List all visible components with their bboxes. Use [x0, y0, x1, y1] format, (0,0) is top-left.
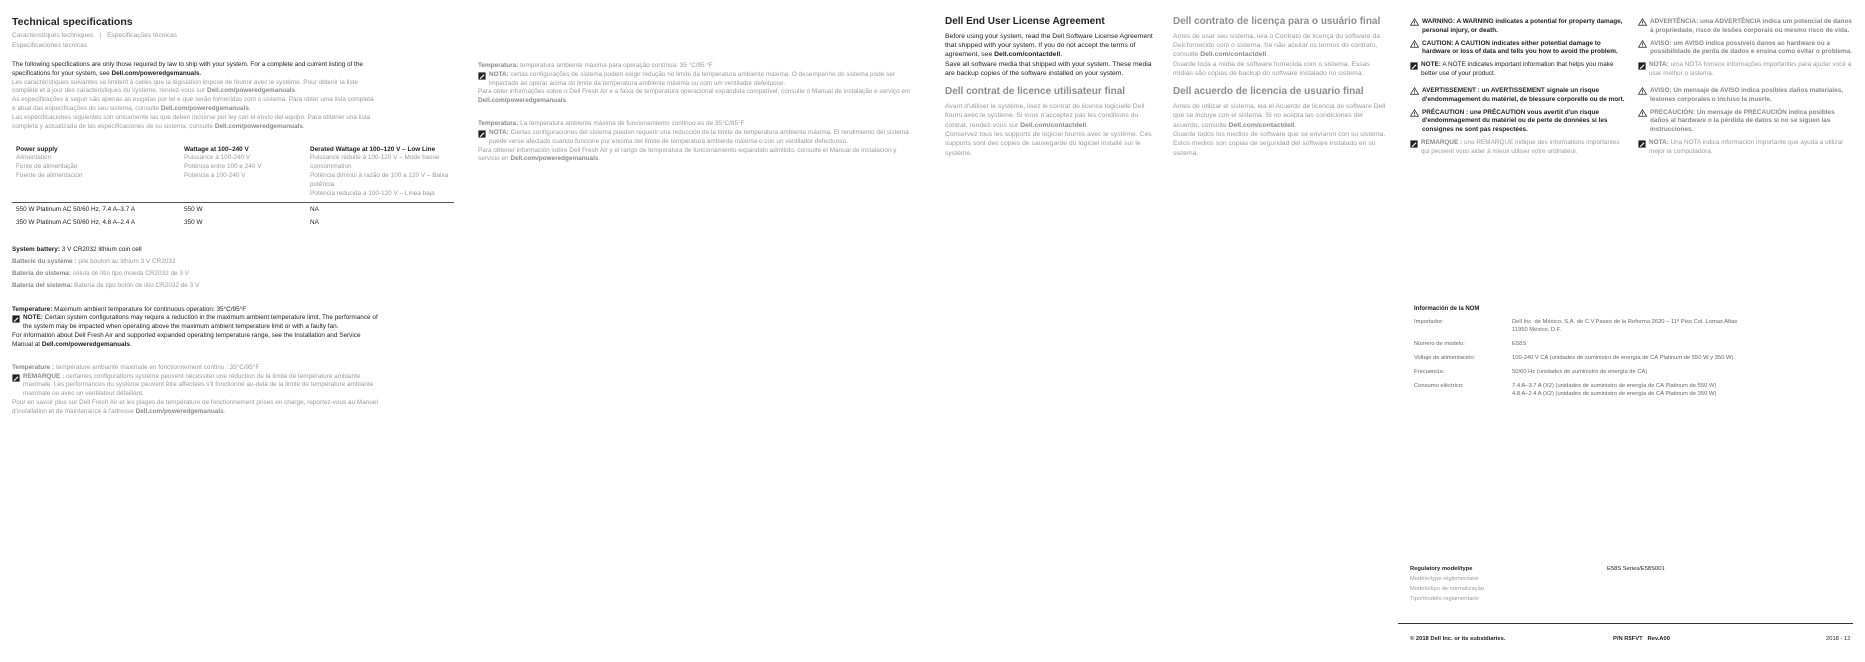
regulatory-label-fr: Modèle/type réglementaire	[1410, 575, 1479, 582]
power-supply-table	[12, 146, 454, 229]
table-cell: 50/60 Hz (unidades de suministro de energía de CA)	[1512, 369, 1648, 376]
link-poweredgemanuals[interactable]: Dell.com/poweredgemanuals	[510, 155, 599, 163]
table-row	[1414, 381, 1754, 403]
caution-en: CAUTION: A CAUTION indicates either potential damage to hardware or loss of data and tells you how to avoid the problem.	[1410, 40, 1625, 58]
page-title: Technical specifications	[12, 16, 133, 28]
link-poweredgemanuals[interactable]: Dell.com/poweredgemanuals	[207, 87, 296, 95]
aviso-es: AVISO: Un mensaje de AVISO indica posibles daños materiales, lesiones corporales o incluso la muerte.	[1638, 87, 1853, 105]
temperature-fr-block	[12, 364, 378, 417]
regulatory-value: E58S Series/E58S001	[1607, 566, 1665, 572]
warning-icon	[1410, 40, 1419, 48]
table-row	[1414, 353, 1754, 367]
table-cell: Consumo eléctrico:	[1414, 383, 1464, 390]
eula-title-es: Dell acuerdo de licencia de usuario final	[1173, 86, 1364, 98]
nom-title: Información de la NOM	[1414, 306, 1480, 312]
table-row	[1414, 367, 1754, 381]
advertencia-pt: ADVERTÊNCIA: uma ADVERTÊNCIA indica um potencial de danos à propriedade, risco de lesões corporais ou mesmo risco de vida.	[1638, 18, 1853, 36]
link-poweredgemanuals[interactable]: Dell.com/poweredgemanuals	[214, 122, 303, 130]
warning-icon	[1410, 87, 1419, 95]
title-translations	[12, 31, 378, 51]
column-technical-specifications	[12, 16, 449, 417]
nom-table	[1414, 317, 1754, 403]
nom-information	[1414, 305, 1754, 403]
note-icon	[1410, 140, 1418, 148]
note-pt: NOTA: certas configurações de sistema podem exigir redução no limite da temperatura ambiente máxima. O desempenho do sistema pode ser impactado ao operar acima do limite da temperatura ambiente máxima ou com um ventilador defeituoso.	[478, 71, 918, 89]
table-cell: 100-240 V CA (unidades de suministro de energía de CA Platinum de 550 W y 350 W)	[1512, 355, 1734, 362]
precaution-fr: PRÉCAUTION : une PRÉCAUTION vous avertit d'un risque d'endommagement du matériel ou de perte de données si les consignes ne sont pas respectées.	[1410, 109, 1625, 135]
warning-icon	[1410, 18, 1419, 26]
eula-p2-fr: Conservez tous les supports de logiciel fournis avec le système. Ces supports sont des copies de sauvegarde du logiciel installé sur le système.	[945, 131, 1152, 157]
part-number: P/N R5FVT Rev.A00	[1613, 636, 1670, 642]
battery-pt: Bateria do sistema: célula de lítio tipo moeda CR2032 de 3 V	[12, 269, 189, 277]
footer-rule	[1398, 623, 1853, 624]
note-icon	[12, 315, 20, 323]
table-cell: Importador:	[1414, 319, 1444, 326]
temperature-en: Temperature: Maximum ambient temperature for continuous operation: 35°C/95°F	[12, 305, 247, 313]
temperature-pt: Temperatura: temperatura ambiente máxima para operação contínua: 35 °C/95 °F	[478, 62, 713, 69]
column-eula-en-fr	[945, 16, 1161, 158]
nota-pt: NOTA: uma NOTA fornece informações importantes para ajudar você a usar melhor o sistema.	[1638, 61, 1853, 79]
temperature-es-block	[478, 120, 918, 164]
note-es: NOTA: Ciertas configuraciones del sistema pueden requerir una reducción de la límite de temperatura ambiente máxima. El rendimiento del sistema puede verse afectado cuando funcione por encima del límite de temperatura ambiente máxima o con un ventilador defectuoso.	[478, 129, 918, 147]
warning-icon	[1638, 87, 1647, 95]
note-fr: REMARQUE : certaines configurations système peuvent nécessiter une réduction de la limite de température ambiante maximale. Les performances du système peuvent être affectées s'il fonctionne au-delà de la limite de température ambiante maximale ou avec un ventilateur défaillant.	[12, 373, 378, 399]
eula-p2-es: Guarde todos los medios de software que se envíaron con su sistema. Estos medios son copias de seguridad del software instalado en su sistema.	[1173, 131, 1386, 157]
print-date: 2018 - 12	[1826, 636, 1851, 642]
eula-p2-pt: Guarde toda a mídia de software fornecida com o sistema. Essas mídias são cópias de backup do software instalado no sistema.	[1173, 60, 1370, 77]
note-icon	[478, 130, 486, 138]
link-poweredgemanuals[interactable]: Dell.com/poweredgemanuals	[135, 407, 224, 415]
battery-block	[12, 244, 378, 291]
table-cell: NA	[310, 219, 319, 227]
table-cell: Voltaje de alimentación:	[1414, 355, 1476, 362]
eula-p1-en: Before using your system, read the Dell Software License Agreement that shipped with your system. If you do not accept the terms of agreement, see Dell.com/contactdell.	[945, 32, 1153, 59]
eula-p1-es: Antes de utilizar el sistema, lea el Acuerdo de licencia de software Dell que se incluye con el sistema. Si no acepta las condiciones del acuerdo, consulte Dell.com/contactdell.	[1173, 102, 1386, 129]
link-poweredgemanuals[interactable]: Dell.com/poweredgemanuals	[111, 69, 200, 77]
battery-en: System battery: 3 V CR2032 lithium coin cell	[12, 246, 142, 254]
temperature-es: Temperatura: La temperatura ambiente máxima de funcionamiento continuo es de 35°C/95°F	[478, 120, 745, 128]
note-icon	[1638, 140, 1646, 148]
eula-title-fr: Dell contrat de licence utilisateur final	[945, 86, 1126, 98]
subtitle-es: Especificaciones técnicas	[12, 42, 88, 50]
link-poweredgemanuals[interactable]: Dell.com/poweredgemanuals	[160, 105, 249, 113]
table-row	[1414, 339, 1754, 353]
warning-icon	[1638, 109, 1647, 117]
eula-p2-en: Save all software media that shipped with your system. These media are backup copies of the software installed on your system.	[945, 60, 1152, 77]
intro-fr: Les caractéristiques suivantes se limitent à celles que la législation impose de fournir avec le système. Pour obtenir la liste complète et à jour des caractéristiques du système, rendez-vous sur Dell.com/poweredgemanuals.	[12, 78, 358, 95]
table-header-row	[12, 146, 454, 202]
temperature-pt-block	[478, 62, 918, 106]
note-en: NOTE: A NOTE indicates important information that helps you make better use of your product.	[1410, 61, 1625, 79]
aviso-pt: AVISO: um AVISO indica possíveis danos ao hardware ou a possibilidade de perda de dados e ensina como evitar o problema.	[1638, 40, 1853, 58]
column-notices-en-fr	[1410, 18, 1625, 157]
intro-pt: As especificações a seguir são apenas as exigidas por lei e que serão fornecidas com o sistema. Para obter uma lista completa e atual das especificações do seu sistema, consulte Dell.com/poweredgemanuals.	[12, 96, 374, 113]
eula-p1-pt: Antes de usar seu sistema, leia o Contrato de licença do software da Dell fornecido com o sistema. Se não aceitar os termos do contrato, consulte Dell.com/contactdell.	[1173, 32, 1381, 59]
column-temperature-pt-es	[478, 62, 918, 164]
nota-es: NOTA: Una NOTA indica información importante que ayuda a utilizar mejor la computadora.	[1638, 139, 1853, 157]
note-icon	[478, 72, 486, 80]
intro-es: Las especificaciones siguientes son únicamente las que deben incluirse por ley con el envío del equipo. Para obtener una lista completa y actualizada de las especificaciones de su sistema, consulte Dell.com/poweredgemanuals.	[12, 113, 371, 130]
table-cell: NA	[310, 205, 319, 213]
table-row	[12, 219, 454, 228]
temperature-en-block	[12, 306, 378, 350]
warning-icon	[1410, 109, 1419, 117]
regulatory-label-pt: Modelo/tipo de normalização	[1410, 585, 1485, 592]
note-icon	[1638, 62, 1646, 70]
fresh-air-pt: Para obter informações sobre o Dell Fresh Air e a faixa de temperatura operacional expandida compatível, consulte o Manual de instalação e serviço em Dell.com/poweredgemanuals.	[478, 88, 911, 105]
subtitle-pt: Especificações técnicas	[107, 32, 178, 40]
table-cell: 550 W	[184, 205, 203, 213]
battery-es: Batería del sistema: Batería de tipo botón de litio CR2032 de 3 V	[12, 281, 200, 289]
link-contactdell[interactable]: Dell.com/contactdell	[1020, 121, 1087, 129]
table-cell: 350 W	[184, 219, 203, 227]
table-row	[1414, 317, 1754, 339]
eula-p1-fr: Avant d'utiliser le système, lisez le contrat de licence logicielle Dell fourni avec le système. Si vous n'acceptez pas les conditions du contrat, rendez-vous sur Dell.com/contactdell.	[945, 102, 1145, 129]
note-en: NOTE: Certain system configurations may require a reduction in the maximum ambient temperature limit. The performance of the system may be impacted when operating above the maximum ambient temperature limit or with a faulty fan.	[12, 314, 378, 332]
column-header: Wattage at 100–240 V Puissance à 100-240 V Potência entre 100 e 240 V Potencia a 100-240 V	[184, 145, 262, 180]
note-icon	[1410, 62, 1418, 70]
warning-icon	[1638, 18, 1647, 26]
link-contactdell[interactable]: Dell.com/contactdell	[1228, 121, 1295, 129]
table-cell: 7.4 A–3.7 A (X2) (unidades de suministro de energía de CA Platinum de 550 W) 4.8 A–2.4 A (X2) (unidades de suministro de energía de CA Platinum de 350 W)	[1512, 383, 1717, 398]
eula-title-pt: Dell contrato de licença para o usuário final	[1173, 16, 1381, 27]
fresh-air-es: Para obtener información sobre Dell Fresh Air y el rango de temperatura de funcionamiento expandido admitido, consulte el Manual de instalación y servicio en Dell.com/poweredgemanuals.	[478, 146, 897, 163]
warning-en: WARNING: A WARNING indicates a potential for property damage, personal injury, or death.	[1410, 18, 1625, 36]
precaucion-es: PRECAUCIÓN: Un mensaje de PRECAUCIÓN indica posibles daños al hardware o la pérdida de datos si no se siguen las instrucciones.	[1638, 109, 1853, 135]
link-poweredgemanuals[interactable]: Dell.com/poweredgemanuals	[478, 97, 567, 105]
link-contactdell[interactable]: Dell.com/contactdell	[994, 51, 1061, 59]
remarque-fr: REMARQUE : une REMARQUE indique des informations importantes qui peuvent vous aider à mieux utiliser votre ordinateur.	[1410, 139, 1625, 157]
temperature-fr: Température : température ambiante maximale en fonctionnement continu : 35°C/95°F	[12, 363, 260, 371]
subtitle-fr: Caractéristiques techniques	[12, 32, 94, 40]
fresh-air-fr: Pour en savoir plus sur Dell Fresh Air et les plages de température de fonctionnement prises en charge, reportez-vous au Manuel d'installation et de maintenance à l'adresse Dell.com/poweredgemanuals.	[12, 398, 378, 415]
regulatory-label-en: Regulatory model/type	[1410, 566, 1473, 572]
note-icon	[12, 374, 20, 382]
link-poweredgemanuals[interactable]: Dell.com/poweredgemanuals	[41, 340, 130, 348]
column-eula-pt-es	[1173, 16, 1389, 158]
table-cell: 350 W Platinum AC 50/60 Hz, 4.8 A–2.4 A	[16, 219, 136, 227]
column-notices-pt-es	[1638, 18, 1853, 157]
intro-block	[12, 61, 378, 132]
link-contactdell[interactable]: Dell.com/contactdell	[1200, 51, 1267, 59]
column-header: Power supply Alimentation Fonte de alimentação Fuente de alimentación	[16, 145, 83, 180]
table-cell: Frecuencia:	[1414, 369, 1445, 376]
battery-fr: Batterie du système : pile bouton au lithium 3 V CR2032	[12, 258, 176, 265]
table-cell: 550 W Platinum AC 50/60 Hz, 7.4 A–3.7 A	[16, 205, 136, 213]
subtitle-separator: |	[99, 32, 102, 40]
table-cell: Número de modelo:	[1414, 341, 1465, 348]
avertissement-fr: AVERTISSEMENT : un AVERTISSEMENT signale un risque d'endommagement du matériel, de blessure corporelle ou de mort.	[1410, 87, 1625, 105]
intro-en: The following specifications are only those required by law to ship with your system. For a complete and current listing of the specifications for your system, see Dell.com/poweredgemanuals.	[12, 60, 363, 77]
fresh-air-en: For information about Dell Fresh Air and supported expanded operating temperature range, see the Installation and Service Manual at Dell.com/poweredgemanuals.	[12, 332, 361, 348]
table-cell: E58S	[1512, 341, 1527, 348]
column-header: Derated Wattage at 100–120 V – Low Line Puissance réduite à 100-120 V – Mode basse consommation Potência diminui à razão de 100 a 120 V – Baixa potência Potencia reducida a 100-120 V – Línea baja	[310, 145, 449, 197]
copyright: © 2018 Dell Inc. or its subsidiaries.	[1410, 636, 1506, 642]
regulatory-label-es: Tipo/modelo reglamentario	[1410, 595, 1479, 602]
eula-title-en: Dell End User License Agreement	[945, 16, 1105, 27]
warning-icon	[1638, 40, 1647, 48]
table-cell: Dell Inc. de México, S.A. de C.V.Paseo de la Reforma 2620 – 11º Piso Col. Lomas Altas 11950 México, D.F.	[1512, 319, 1738, 334]
table-row	[12, 202, 454, 219]
